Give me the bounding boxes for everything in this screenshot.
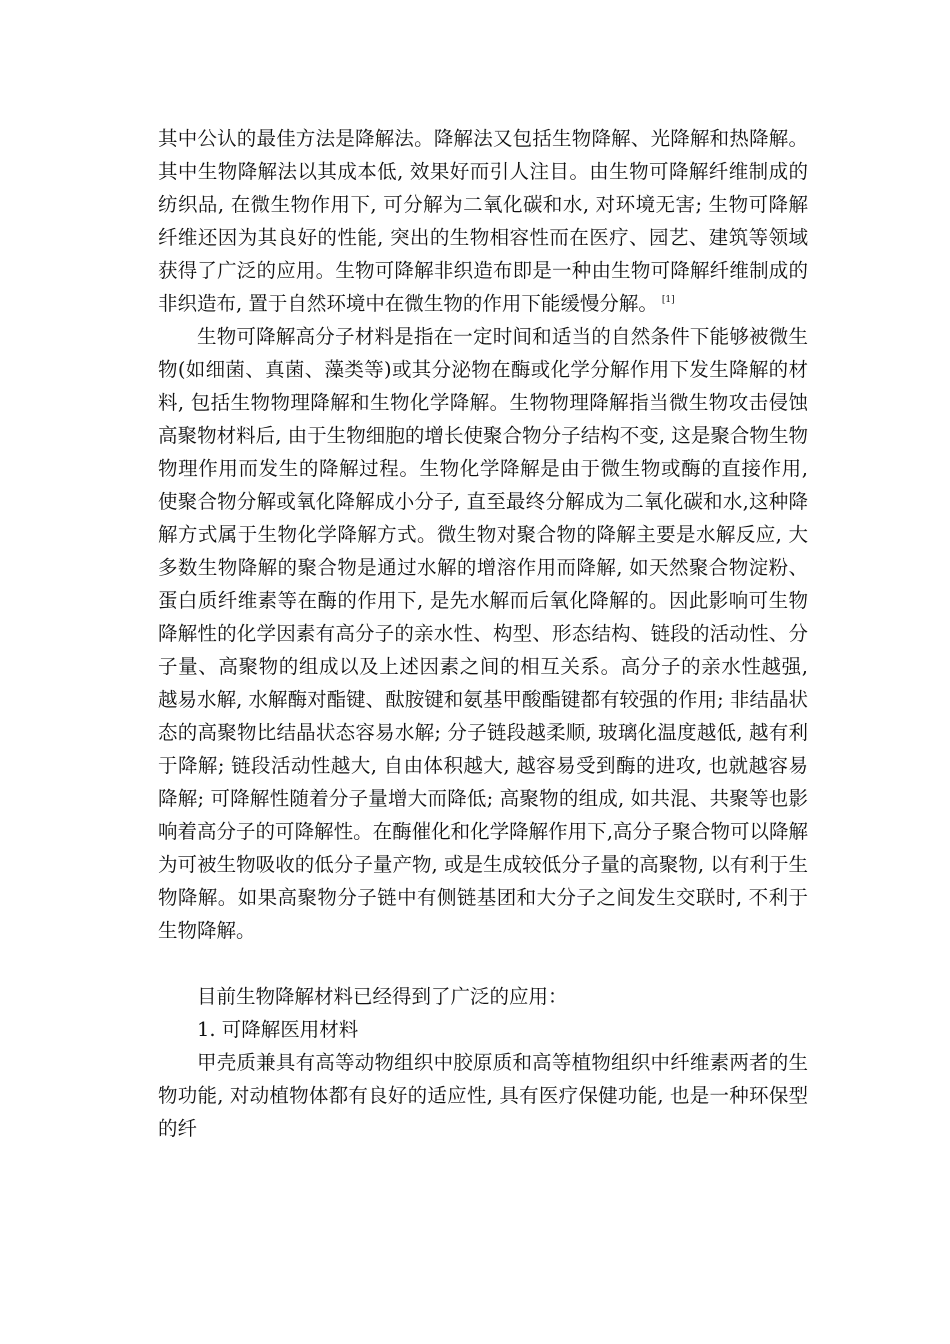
- section-heading-medical-materials: 1. 可降解医用材料: [197, 1018, 359, 1041]
- paragraph-degradation-methods: [158, 122, 808, 320]
- document-body: [158, 122, 808, 1145]
- paragraph-biodegradable-polymers: 生物可降解高分子材料是指在一定时间和适当的自然条件下能够被微生物(如细菌、真菌、藻类等)或其分泌物在酶或化学分解作用下发生降解的材料, 包括生物物理降解和生物化学降解。生物物理降解指当微生物攻击侵蚀高聚物材料后, 由于生物细胞的增长使聚合物分子结构不变, 这是聚合物生物物理作用而发生的降解过程。生物化学降解是由于微生物或酶的直接作用, 使聚合物分解或氧化降解成小分子, 直至最终分解成为二氧化碳和水,这种降解方式属于生物化学降解方式。微生物对聚合物的降解主要是水解反应, 大多数生物降解的聚合物是通过水解的增溶作用而降解, 如天然聚合物淀粉、蛋白质纤维素等在酶的作用下, 是先水解而后氧化降解的。因此影响可生物降解性的化学因素有高分子的亲水性、构型、形态结构、链段的活动性、分子量、高聚物的组成以及上述因素之间的相互关系。高分子的亲水性越强, 越易水解, 水解酶对酯键、酞胺键和氨基甲酸酯键都有较强的作用; 非结晶状态的高聚物比结晶状态容易水解; 分子链段越柔顺, 玻璃化温度越低, 越有利于降解; 链段活动性越大, 自由体积越大, 越容易受到酶的进攻, 也就越容易降解; 可降解性随着分子量增大而降低; 高聚物的组成, 如共混、共聚等也影响着高分子的可降解性。在酶催化和化学降解作用下,高分子聚合物可以降解为可被生物吸收的低分子量产物, 或是生成较低分子量的高聚物, 以有利于生物降解。如果高聚物分子链中有侧链基团和大分子之间发生交联时, 不利于生物降解。: [158, 325, 808, 942]
- paragraph-applications-intro: 目前生物降解材料已经得到了广泛的应用：: [197, 985, 568, 1008]
- citation-reference: [1]: [661, 295, 675, 305]
- paragraph-chitin: 甲壳质兼具有高等动物组织中胶原质和高等植物组织中纤维素两者的生物功能, 对动植物体都有良好的适应性, 具有医疗保健功能, 也是一种环保型的纤: [158, 1051, 808, 1140]
- paragraph-degradation-methods-text: 其中公认的最佳方法是降解法。降解法又包括生物降解、光降解和热降解。其中生物降解法以其成本低, 效果好而引人注目。由生物可降解纤维制成的纺织品, 在微生物作用下, 可分解为二氧化碳和水, 对环境无害; 生物可降解纤维还因为其良好的性能, 突出的生物相容性而在医疗、园艺、建筑等领域获得了广泛的应用。生物可降解非织造布即是一种由生物可降解纤维制成的非织造布, 置于自然环境中在微生物的作用下能缓慢分解。: [158, 127, 808, 315]
